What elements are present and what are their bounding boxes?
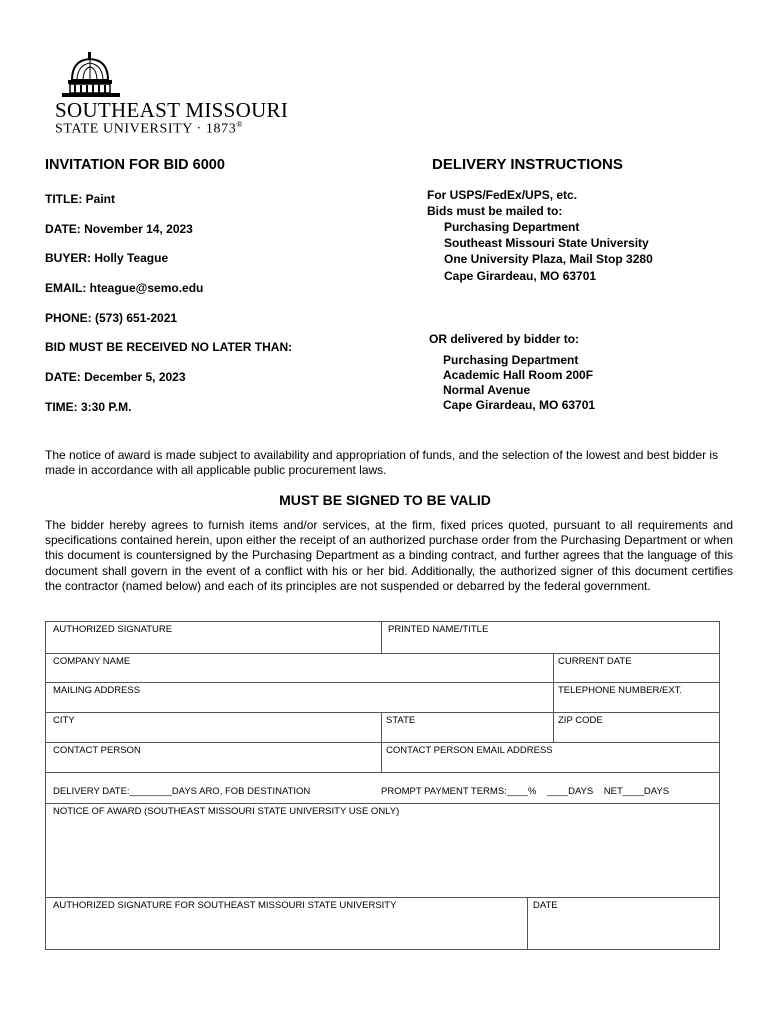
notice-of-award-field: [46, 804, 719, 897]
contact-email-field[interactable]: [382, 743, 719, 772]
state-label: STATE: [386, 715, 416, 726]
notice-of-award-label: NOTICE OF AWARD (SOUTHEAST MISSOURI STATE UNIVERSITY USE ONLY): [53, 806, 400, 817]
mail-address-line: Cape Girardeau, MO 63701: [444, 269, 597, 283]
due-time: TIME: 3:30 P.M.: [45, 400, 132, 414]
zip-code-field[interactable]: [554, 713, 719, 742]
semo-signature-label: AUTHORIZED SIGNATURE FOR SOUTHEAST MISSOURI STATE UNIVERSITY: [53, 900, 397, 911]
delivery-terms-row[interactable]: [46, 773, 719, 803]
semo-date-label: DATE: [533, 900, 558, 911]
mail-address-line: Purchasing Department: [444, 220, 580, 234]
delivery-heading: DELIVERY INSTRUCTIONS: [432, 156, 623, 173]
deliver-address-line: Cape Girardeau, MO 63701: [443, 398, 596, 412]
contact-person-label: CONTACT PERSON: [53, 745, 141, 756]
delivery-date-label: DELIVERY DATE:________DAYS ARO, FOB DESTINATION: [53, 786, 311, 797]
city-field[interactable]: [46, 713, 381, 742]
semo-date-field[interactable]: [528, 898, 719, 949]
authorized-signature-field[interactable]: [46, 622, 381, 653]
contact-email-label: CONTACT PERSON EMAIL ADDRESS: [386, 745, 553, 756]
must-sign-heading: MUST BE SIGNED TO BE VALID: [279, 492, 491, 508]
city-label: CITY: [53, 715, 75, 726]
deliver-intro: OR delivered by bidder to:: [429, 332, 580, 346]
buyer-phone: PHONE: (573) 651-2021: [45, 311, 178, 325]
bidder-signature-form: [45, 621, 720, 950]
company-name-label: COMPANY NAME: [53, 656, 131, 667]
agreement-paragraph: The bidder hereby agrees to furnish items and/or services, at the firm, fixed prices quoted, pursuant to all requirements and specifications contained herein, upon either the receipt of an authorized purchase order from the Purchasing Department or when this document is countersigned by the Purchasing Department as a binding contract, and further agrees that the language of this document shall govern in the event of a conflict with his or her bid. Additionally, the authorized signer of this document certifies the contractor (named below) and each of its principles are not suspended or debarred by the federal government.: [45, 518, 733, 593]
mailing-address-field[interactable]: [46, 683, 553, 712]
logo-wordmark: SOUTHEAST MISSOURI: [55, 98, 289, 122]
contact-person-field[interactable]: [46, 743, 381, 772]
deliver-address-line: Normal Avenue: [443, 383, 531, 397]
deliver-address-line: Academic Hall Room 200F: [443, 368, 594, 382]
mail-address-line: Southeast Missouri State University: [444, 236, 649, 250]
university-dome-logo-icon: [60, 52, 122, 98]
state-field[interactable]: [382, 713, 553, 742]
mail-intro-2: Bids must be mailed to:: [427, 204, 563, 218]
printed-name-label: PRINTED NAME/TITLE: [388, 624, 489, 635]
mailing-address-label: MAILING ADDRESS: [53, 685, 141, 696]
current-date-label: CURRENT DATE: [558, 656, 632, 667]
deliver-address-line: Purchasing Department: [443, 353, 579, 367]
semo-signature-field[interactable]: [46, 898, 527, 949]
award-notice-text: The notice of award is made subject to availability and appropriation of funds, and the selection of the lowest and best bidder is made in accordance with all applicable public procurement laws.: [45, 448, 719, 477]
telephone-label: TELEPHONE NUMBER/EXT.: [558, 685, 683, 696]
bid-heading: INVITATION FOR BID 6000: [45, 157, 225, 173]
buyer-name: BUYER: Holly Teague: [45, 251, 169, 265]
logo-subtitle: STATE UNIVERSITY · 1873®: [55, 120, 244, 137]
printed-name-field[interactable]: [382, 622, 719, 653]
zip-code-label: ZIP CODE: [558, 715, 603, 726]
payment-terms-label: PROMPT PAYMENT TERMS:____% ____DAYS NET____DAYS: [381, 786, 670, 797]
buyer-email: EMAIL: hteague@semo.edu: [45, 281, 204, 295]
bid-deadline-label: BID MUST BE RECEIVED NO LATER THAN:: [45, 340, 293, 354]
current-date-field[interactable]: [554, 654, 719, 682]
company-name-field[interactable]: [46, 654, 553, 682]
mail-address-line: One University Plaza, Mail Stop 3280: [444, 252, 653, 266]
mail-intro-1: For USPS/FedEx/UPS, etc.: [427, 188, 578, 202]
due-date: DATE: December 5, 2023: [45, 370, 186, 384]
bid-title: TITLE: Paint: [45, 192, 115, 206]
authorized-signature-label: AUTHORIZED SIGNATURE: [53, 624, 173, 635]
telephone-field[interactable]: [554, 683, 719, 712]
bid-date: DATE: November 14, 2023: [45, 222, 193, 236]
